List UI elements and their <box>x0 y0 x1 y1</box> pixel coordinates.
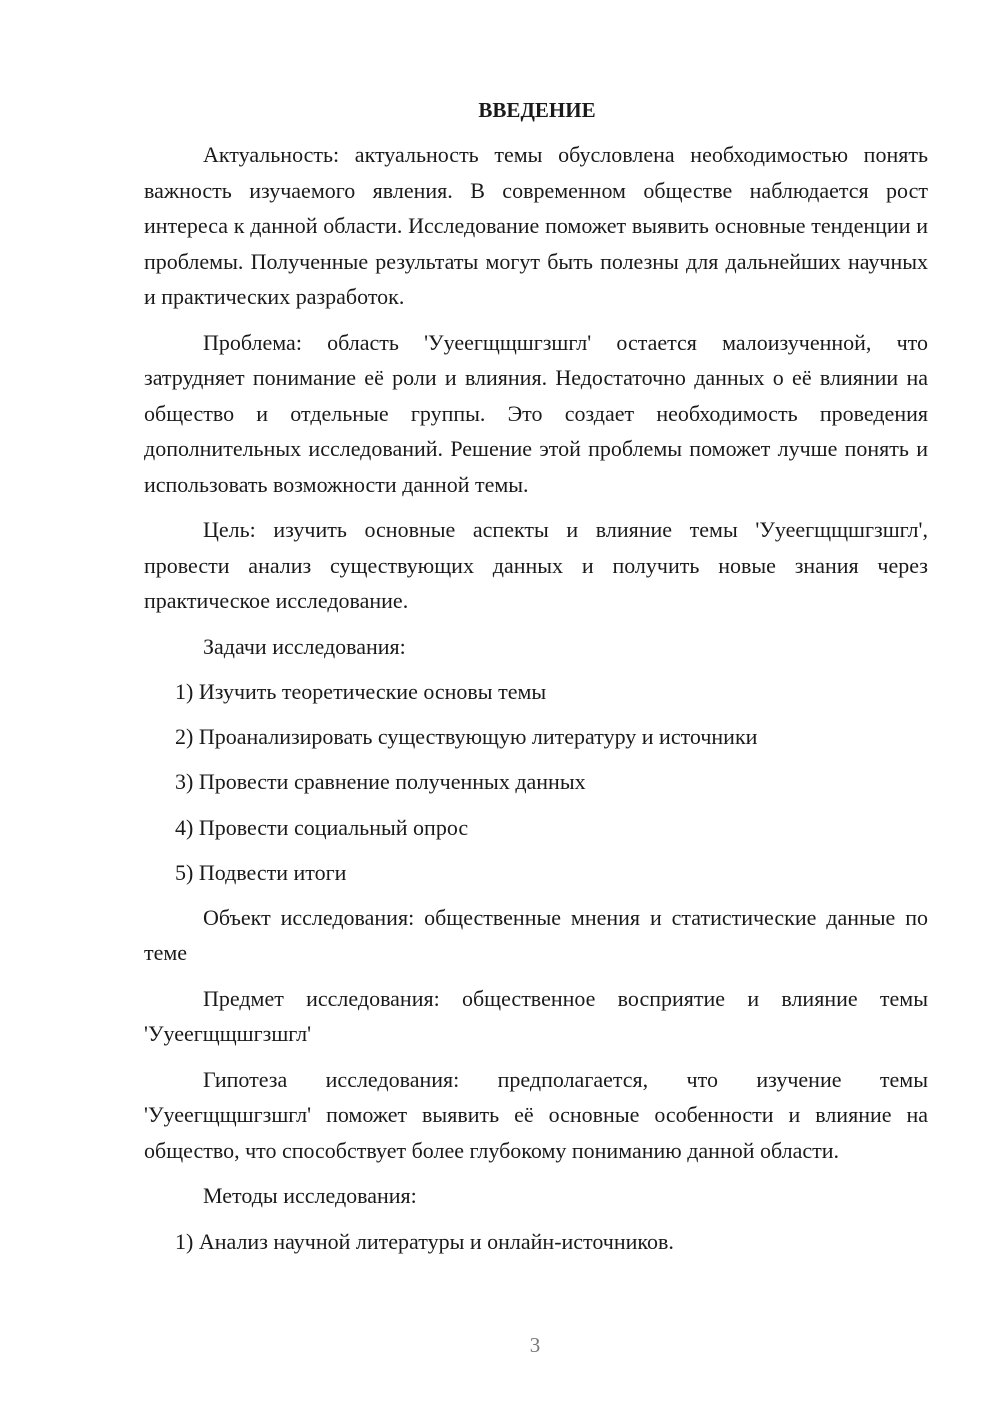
page-title: ВВЕДЕНИЕ <box>478 98 596 122</box>
subject-paragraph: Предмет исследования: общественное восприятие и влияние темы 'Ууеегщщшгзшгл' <box>144 985 928 1047</box>
list-item: 1) Изучить теоретические основы темы <box>175 679 547 704</box>
list-item: 2) Проанализировать существующую литературу и источники <box>175 724 758 750</box>
list-item: 3) Провести сравнение полученных данных <box>175 769 586 795</box>
document-page <box>144 96 928 1269</box>
tasks-list <box>144 674 928 890</box>
page-number: 3 <box>529 1333 541 1357</box>
goal-paragraph: Цель: изучить основные аспекты и влияние темы 'Ууеегщщшгзшгл', провести анализ существующих данных и получить новые знания через практическое исследование. <box>144 517 928 613</box>
tasks-label: Задачи исследования: <box>203 633 406 659</box>
object-paragraph: Объект исследования: общественные мнения и статистические данные по теме <box>144 904 928 966</box>
list-item: 1) Анализ научной литературы и онлайн-источников. <box>175 1228 674 1254</box>
relevance-paragraph: Актуальность: актуальность темы обусловлена необходимостью понять важность изучаемого явления. В современном обществе наблюдается рост интереса к данной области. Исследование поможет выявить основные тенденции и проблемы. Полученные результаты могут быть полезны для дальнейших научных и практических разработок. <box>144 142 928 309</box>
hypothesis-paragraph: Гипотеза исследования: предполагается, что изучение темы 'Ууеегщщшгзшгл' поможет выявить её основные особенности и влияние на общество, что способствует более глубокому пониманию данной области. <box>144 1066 928 1163</box>
methods-list <box>144 1224 928 1260</box>
list-item: 5) Подвести итоги <box>175 859 347 885</box>
list-item: 4) Провести социальный опрос <box>175 814 469 840</box>
methods-label: Методы исследования: <box>203 1183 417 1209</box>
problem-paragraph: Проблема: область 'Ууеегщщшгзшгл' остается малоизученной, что затрудняет понимание её роли и влияния. Недостаточно данных о её влиянии на общество и отдельные группы. Это создает необходимость проведения дополнительных исследований. Решение этой проблемы поможет лучше понять и использовать возможности данной темы. <box>144 329 928 497</box>
